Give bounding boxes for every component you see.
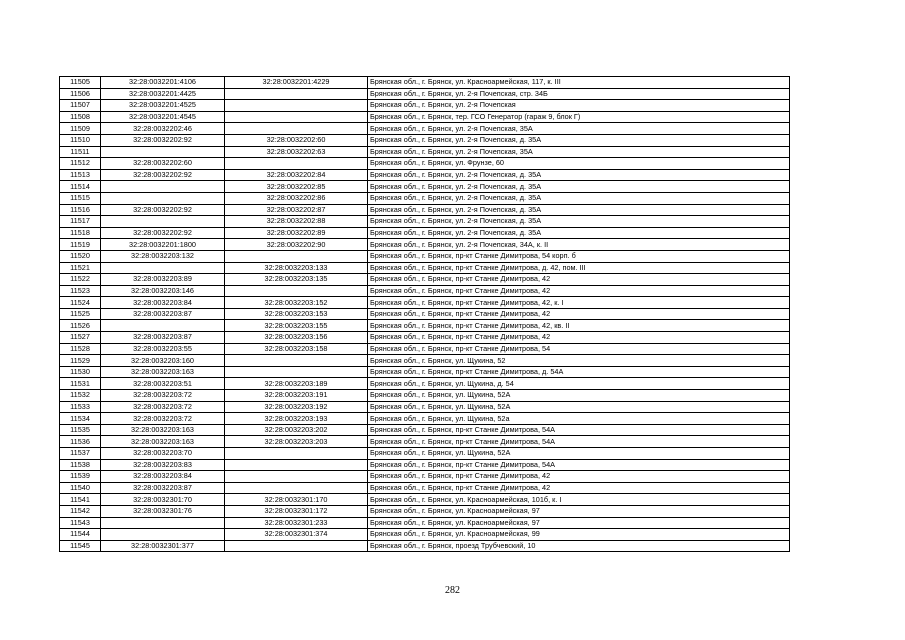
table-row bbox=[60, 239, 790, 251]
cadastral-number-cell: 32:28:0032203:132 bbox=[101, 250, 225, 262]
address-cell: Брянская обл., г. Брянск, пр-кт Станке Димитрова, 54 корп. б bbox=[368, 250, 790, 262]
row-number-cell: 11516 bbox=[60, 204, 101, 216]
table-row bbox=[60, 111, 790, 123]
row-number-cell: 11513 bbox=[60, 169, 101, 181]
cadastral-number-cell: 32:28:0032203:87 bbox=[101, 482, 225, 494]
table-row bbox=[60, 216, 790, 228]
row-number-cell: 11515 bbox=[60, 192, 101, 204]
address-cell: Брянская обл., г. Брянск, пр-кт Станке Димитрова, 42, к. I bbox=[368, 297, 790, 309]
related-cadastral-number-cell bbox=[225, 355, 368, 367]
table-row bbox=[60, 343, 790, 355]
table-row bbox=[60, 355, 790, 367]
related-cadastral-number-cell bbox=[225, 366, 368, 378]
cadastral-number-cell: 32:28:0032203:70 bbox=[101, 448, 225, 460]
table-row bbox=[60, 77, 790, 89]
registry-table bbox=[59, 76, 790, 552]
table-row bbox=[60, 169, 790, 181]
address-cell: Брянская обл., г. Брянск, ул. 2-я Почепская, стр. 34Б bbox=[368, 88, 790, 100]
row-number-cell: 11539 bbox=[60, 471, 101, 483]
related-cadastral-number-cell: 32:28:0032202:63 bbox=[225, 146, 368, 158]
cadastral-number-cell: 32:28:0032203:72 bbox=[101, 390, 225, 402]
related-cadastral-number-cell: 32:28:0032203:152 bbox=[225, 297, 368, 309]
related-cadastral-number-cell: 32:28:0032202:84 bbox=[225, 169, 368, 181]
cadastral-number-cell: 32:28:0032203:72 bbox=[101, 413, 225, 425]
cadastral-number-cell bbox=[101, 192, 225, 204]
cadastral-number-cell: 32:28:0032203:87 bbox=[101, 332, 225, 344]
table-row bbox=[60, 517, 790, 529]
address-cell: Брянская обл., г. Брянск, пр-кт Станке Димитрова, 42 bbox=[368, 308, 790, 320]
related-cadastral-number-cell: 32:28:0032203:203 bbox=[225, 436, 368, 448]
related-cadastral-number-cell: 32:28:0032203:193 bbox=[225, 413, 368, 425]
related-cadastral-number-cell: 32:28:0032203:135 bbox=[225, 274, 368, 286]
related-cadastral-number-cell: 32:28:0032203:153 bbox=[225, 308, 368, 320]
address-cell: Брянская обл., г. Брянск, ул. Фрунзе, 60 bbox=[368, 158, 790, 170]
table-row bbox=[60, 285, 790, 297]
related-cadastral-number-cell bbox=[225, 111, 368, 123]
address-cell: Брянская обл., г. Брянск, ул. 2-я Почепская, д. 35А bbox=[368, 192, 790, 204]
table-row bbox=[60, 204, 790, 216]
address-cell: Брянская обл., г. Брянск, ул. Щукина, 52А bbox=[368, 401, 790, 413]
address-cell: Брянская обл., г. Брянск, проезд Трубчевский, 10 bbox=[368, 540, 790, 552]
related-cadastral-number-cell: 32:28:0032301:374 bbox=[225, 529, 368, 541]
address-cell: Брянская обл., г. Брянск, ул. Щукина, 52А bbox=[368, 448, 790, 460]
cadastral-number-cell: 32:28:0032202:92 bbox=[101, 169, 225, 181]
row-number-cell: 11535 bbox=[60, 424, 101, 436]
address-cell: Брянская обл., г. Брянск, ул. Красноармейская, 99 bbox=[368, 529, 790, 541]
address-cell: Брянская обл., г. Брянск, пр-кт Станке Димитрова, 42 bbox=[368, 332, 790, 344]
row-number-cell: 11543 bbox=[60, 517, 101, 529]
cadastral-number-cell: 32:28:0032201:1800 bbox=[101, 239, 225, 251]
related-cadastral-number-cell: 32:28:0032202:60 bbox=[225, 134, 368, 146]
related-cadastral-number-cell bbox=[225, 100, 368, 112]
address-cell: Брянская обл., г. Брянск, ул. 2-я Почепская bbox=[368, 100, 790, 112]
cadastral-number-cell bbox=[101, 320, 225, 332]
table-row bbox=[60, 297, 790, 309]
cadastral-number-cell: 32:28:0032202:92 bbox=[101, 134, 225, 146]
row-number-cell: 11528 bbox=[60, 343, 101, 355]
address-cell: Брянская обл., г. Брянск, пр-кт Станке Димитрова, 54А bbox=[368, 424, 790, 436]
address-cell: Брянская обл., г. Брянск, пр-кт Станке Димитрова, 42, кв. II bbox=[368, 320, 790, 332]
related-cadastral-number-cell: 32:28:0032203:192 bbox=[225, 401, 368, 413]
row-number-cell: 11510 bbox=[60, 134, 101, 146]
row-number-cell: 11517 bbox=[60, 216, 101, 228]
table-row bbox=[60, 424, 790, 436]
table-row bbox=[60, 308, 790, 320]
row-number-cell: 11509 bbox=[60, 123, 101, 135]
table-row bbox=[60, 494, 790, 506]
row-number-cell: 11533 bbox=[60, 401, 101, 413]
related-cadastral-number-cell: 32:28:0032203:133 bbox=[225, 262, 368, 274]
related-cadastral-number-cell: 32:28:0032203:191 bbox=[225, 390, 368, 402]
table-row bbox=[60, 401, 790, 413]
address-cell: Брянская обл., г. Брянск, пр-кт Станке Димитрова, 54А bbox=[368, 436, 790, 448]
address-cell: Брянская обл., г. Брянск, пр-кт Станке Димитрова, 42 bbox=[368, 274, 790, 286]
row-number-cell: 11534 bbox=[60, 413, 101, 425]
address-cell: Брянская обл., г. Брянск, тер. ГСО Генератор (гараж 9, блок Г) bbox=[368, 111, 790, 123]
row-number-cell: 11523 bbox=[60, 285, 101, 297]
page-number: 282 bbox=[445, 585, 460, 596]
row-number-cell: 11545 bbox=[60, 540, 101, 552]
row-number-cell: 11536 bbox=[60, 436, 101, 448]
cadastral-number-cell: 32:28:0032203:146 bbox=[101, 285, 225, 297]
registry-table-body bbox=[60, 77, 790, 552]
table-row bbox=[60, 250, 790, 262]
related-cadastral-number-cell bbox=[225, 482, 368, 494]
row-number-cell: 11522 bbox=[60, 274, 101, 286]
address-cell: Брянская обл., г. Брянск, ул. Щукина, 52 bbox=[368, 355, 790, 367]
cadastral-number-cell: 32:28:0032201:4106 bbox=[101, 77, 225, 89]
row-number-cell: 11531 bbox=[60, 378, 101, 390]
cadastral-number-cell: 32:28:0032203:163 bbox=[101, 436, 225, 448]
related-cadastral-number-cell bbox=[225, 285, 368, 297]
cadastral-number-cell: 32:28:0032202:46 bbox=[101, 123, 225, 135]
cadastral-number-cell: 32:28:0032203:160 bbox=[101, 355, 225, 367]
table-row bbox=[60, 100, 790, 112]
row-number-cell: 11508 bbox=[60, 111, 101, 123]
table-row bbox=[60, 413, 790, 425]
cadastral-number-cell: 32:28:0032202:92 bbox=[101, 204, 225, 216]
cadastral-number-cell: 32:28:0032203:51 bbox=[101, 378, 225, 390]
address-cell: Брянская обл., г. Брянск, ул. Щукина, д. 54 bbox=[368, 378, 790, 390]
row-number-cell: 11511 bbox=[60, 146, 101, 158]
cadastral-number-cell: 32:28:0032202:60 bbox=[101, 158, 225, 170]
cadastral-number-cell: 32:28:0032203:163 bbox=[101, 366, 225, 378]
related-cadastral-number-cell: 32:28:0032202:89 bbox=[225, 227, 368, 239]
related-cadastral-number-cell: 32:28:0032301:170 bbox=[225, 494, 368, 506]
address-cell: Брянская обл., г. Брянск, пр-кт Станке Димитрова, 54А bbox=[368, 459, 790, 471]
table-row bbox=[60, 146, 790, 158]
row-number-cell: 11538 bbox=[60, 459, 101, 471]
row-number-cell: 11519 bbox=[60, 239, 101, 251]
table-row bbox=[60, 459, 790, 471]
related-cadastral-number-cell bbox=[225, 158, 368, 170]
table-row bbox=[60, 436, 790, 448]
row-number-cell: 11527 bbox=[60, 332, 101, 344]
address-cell: Брянская обл., г. Брянск, ул. Красноармейская, 97 bbox=[368, 505, 790, 517]
table-row bbox=[60, 134, 790, 146]
cadastral-number-cell bbox=[101, 262, 225, 274]
address-cell: Брянская обл., г. Брянск, пр-кт Станке Димитрова, д. 54А bbox=[368, 366, 790, 378]
address-cell: Брянская обл., г. Брянск, ул. 2-я Почепская, 35А bbox=[368, 146, 790, 158]
row-number-cell: 11512 bbox=[60, 158, 101, 170]
row-number-cell: 11529 bbox=[60, 355, 101, 367]
address-cell: Брянская обл., г. Брянск, ул. 2-я Почепская, д. 35А bbox=[368, 204, 790, 216]
related-cadastral-number-cell bbox=[225, 540, 368, 552]
related-cadastral-number-cell: 32:28:0032301:172 bbox=[225, 505, 368, 517]
address-cell: Брянская обл., г. Брянск, ул. Красноармейская, 117, к. III bbox=[368, 77, 790, 89]
cadastral-number-cell bbox=[101, 146, 225, 158]
address-cell: Брянская обл., г. Брянск, ул. Щукина, 52А bbox=[368, 390, 790, 402]
related-cadastral-number-cell bbox=[225, 448, 368, 460]
row-number-cell: 11542 bbox=[60, 505, 101, 517]
cadastral-number-cell bbox=[101, 529, 225, 541]
row-number-cell: 11537 bbox=[60, 448, 101, 460]
table-row bbox=[60, 123, 790, 135]
table-row bbox=[60, 390, 790, 402]
table-row bbox=[60, 505, 790, 517]
table-row bbox=[60, 366, 790, 378]
row-number-cell: 11518 bbox=[60, 227, 101, 239]
cadastral-number-cell: 32:28:0032201:4425 bbox=[101, 88, 225, 100]
table-row bbox=[60, 320, 790, 332]
cadastral-number-cell: 32:28:0032203:55 bbox=[101, 343, 225, 355]
cadastral-number-cell: 32:28:0032203:84 bbox=[101, 471, 225, 483]
table-row bbox=[60, 227, 790, 239]
related-cadastral-number-cell: 32:28:0032202:85 bbox=[225, 181, 368, 193]
related-cadastral-number-cell: 32:28:0032203:158 bbox=[225, 343, 368, 355]
table-row bbox=[60, 482, 790, 494]
related-cadastral-number-cell: 32:28:0032202:88 bbox=[225, 216, 368, 228]
row-number-cell: 11505 bbox=[60, 77, 101, 89]
cadastral-number-cell: 32:28:0032203:163 bbox=[101, 424, 225, 436]
related-cadastral-number-cell bbox=[225, 459, 368, 471]
row-number-cell: 11506 bbox=[60, 88, 101, 100]
address-cell: Брянская обл., г. Брянск, пр-кт Станке Димитрова, 42 bbox=[368, 482, 790, 494]
row-number-cell: 11524 bbox=[60, 297, 101, 309]
related-cadastral-number-cell: 32:28:0032203:155 bbox=[225, 320, 368, 332]
cadastral-number-cell: 32:28:0032301:76 bbox=[101, 505, 225, 517]
table-row bbox=[60, 192, 790, 204]
table-row bbox=[60, 540, 790, 552]
row-number-cell: 11525 bbox=[60, 308, 101, 320]
cadastral-number-cell: 32:28:0032202:92 bbox=[101, 227, 225, 239]
address-cell: Брянская обл., г. Брянск, пр-кт Станке Димитрова, 42 bbox=[368, 285, 790, 297]
table-row bbox=[60, 262, 790, 274]
table-row bbox=[60, 158, 790, 170]
row-number-cell: 11541 bbox=[60, 494, 101, 506]
table-row bbox=[60, 378, 790, 390]
row-number-cell: 11507 bbox=[60, 100, 101, 112]
row-number-cell: 11521 bbox=[60, 262, 101, 274]
related-cadastral-number-cell: 32:28:0032202:87 bbox=[225, 204, 368, 216]
row-number-cell: 11544 bbox=[60, 529, 101, 541]
related-cadastral-number-cell bbox=[225, 250, 368, 262]
table-row bbox=[60, 448, 790, 460]
cadastral-number-cell: 32:28:0032203:72 bbox=[101, 401, 225, 413]
table-row bbox=[60, 88, 790, 100]
row-number-cell: 11540 bbox=[60, 482, 101, 494]
related-cadastral-number-cell: 32:28:0032202:90 bbox=[225, 239, 368, 251]
related-cadastral-number-cell bbox=[225, 88, 368, 100]
cadastral-number-cell: 32:28:0032203:84 bbox=[101, 297, 225, 309]
address-cell: Брянская обл., г. Брянск, ул. 2-я Почепская, 34А, к. II bbox=[368, 239, 790, 251]
address-cell: Брянская обл., г. Брянск, пр-кт Станке Димитрова, 42 bbox=[368, 471, 790, 483]
row-number-cell: 11530 bbox=[60, 366, 101, 378]
related-cadastral-number-cell: 32:28:0032203:202 bbox=[225, 424, 368, 436]
related-cadastral-number-cell bbox=[225, 123, 368, 135]
cadastral-number-cell bbox=[101, 216, 225, 228]
table-row bbox=[60, 471, 790, 483]
address-cell: Брянская обл., г. Брянск, ул. 2-я Почепская, д. 35А bbox=[368, 181, 790, 193]
cadastral-number-cell: 32:28:0032201:4525 bbox=[101, 100, 225, 112]
related-cadastral-number-cell: 32:28:0032203:189 bbox=[225, 378, 368, 390]
row-number-cell: 11520 bbox=[60, 250, 101, 262]
table-row bbox=[60, 529, 790, 541]
related-cadastral-number-cell: 32:28:0032203:156 bbox=[225, 332, 368, 344]
related-cadastral-number-cell: 32:28:0032301:233 bbox=[225, 517, 368, 529]
cadastral-number-cell: 32:28:0032203:89 bbox=[101, 274, 225, 286]
related-cadastral-number-cell bbox=[225, 471, 368, 483]
address-cell: Брянская обл., г. Брянск, ул. Красноармейская, 101б, к. I bbox=[368, 494, 790, 506]
cadastral-number-cell: 32:28:0032201:4545 bbox=[101, 111, 225, 123]
address-cell: Брянская обл., г. Брянск, ул. 2-я Почепская, д. 35А bbox=[368, 169, 790, 181]
address-cell: Брянская обл., г. Брянск, пр-кт Станке Димитрова, д. 42, пом. III bbox=[368, 262, 790, 274]
address-cell: Брянская обл., г. Брянск, ул. Щукина, 52а bbox=[368, 413, 790, 425]
cadastral-number-cell bbox=[101, 181, 225, 193]
address-cell: Брянская обл., г. Брянск, ул. 2-я Почепская, д. 35А bbox=[368, 216, 790, 228]
address-cell: Брянская обл., г. Брянск, ул. Красноармейская, 97 bbox=[368, 517, 790, 529]
table-row bbox=[60, 274, 790, 286]
cadastral-number-cell: 32:28:0032203:87 bbox=[101, 308, 225, 320]
related-cadastral-number-cell: 32:28:0032201:4229 bbox=[225, 77, 368, 89]
row-number-cell: 11526 bbox=[60, 320, 101, 332]
cadastral-number-cell: 32:28:0032301:377 bbox=[101, 540, 225, 552]
address-cell: Брянская обл., г. Брянск, ул. 2-я Почепская, 35А bbox=[368, 123, 790, 135]
table-row bbox=[60, 181, 790, 193]
cadastral-number-cell: 32:28:0032203:83 bbox=[101, 459, 225, 471]
address-cell: Брянская обл., г. Брянск, пр-кт Станке Димитрова, 54 bbox=[368, 343, 790, 355]
cadastral-number-cell bbox=[101, 517, 225, 529]
related-cadastral-number-cell: 32:28:0032202:86 bbox=[225, 192, 368, 204]
table-row bbox=[60, 332, 790, 344]
cadastral-number-cell: 32:28:0032301:70 bbox=[101, 494, 225, 506]
row-number-cell: 11514 bbox=[60, 181, 101, 193]
row-number-cell: 11532 bbox=[60, 390, 101, 402]
address-cell: Брянская обл., г. Брянск, ул. 2-я Почепская, д. 35А bbox=[368, 227, 790, 239]
address-cell: Брянская обл., г. Брянск, ул. 2-я Почепская, д. 35А bbox=[368, 134, 790, 146]
